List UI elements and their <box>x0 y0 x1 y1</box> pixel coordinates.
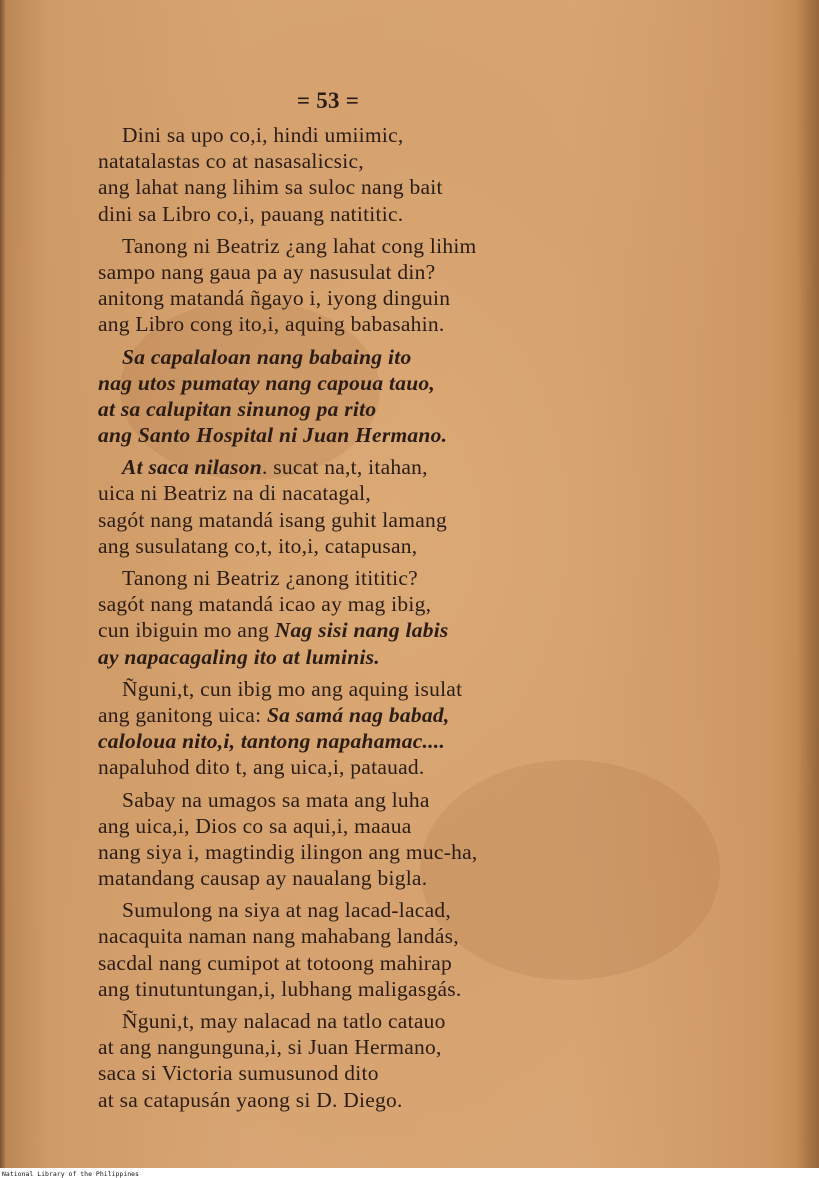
verse-line <box>98 702 618 728</box>
stanza-6 <box>98 676 618 781</box>
verse-line: saca si Victoria sumusunod dito <box>98 1061 379 1086</box>
verse-line: ang lahat nang lihim sa suloc nang bait <box>98 175 443 200</box>
library-credit: National Library of the Philippines <box>2 1170 139 1178</box>
stanza-7 <box>98 787 618 892</box>
verse-text: ang ganitong uica: <box>98 702 267 727</box>
stanza-3 <box>98 344 618 449</box>
stanza-2 <box>98 233 618 338</box>
verse-text: . sucat na,t, itahan, <box>261 455 428 480</box>
verse-line: dini sa Libro co,i, pauang natititic. <box>98 201 404 226</box>
verse-line: nag utos pumatay nang capoua tauo, <box>98 370 436 395</box>
verse-line: Dini sa upo co,i, hindi umiimic, <box>122 123 404 147</box>
verse-line: Tanong ni Beatriz ¿anong itititic? <box>122 566 418 590</box>
verse-italic: Nag sisi nang labis <box>274 618 449 643</box>
verse-line: Ñguni,t, may nalacad na tatlo catauo <box>122 1009 446 1033</box>
page-number: = 53 = <box>296 88 360 113</box>
verse-line: at ang nangunguna,i, si Juan Hermano, <box>98 1035 442 1060</box>
verse-line: sacdal nang cumipot at totoong mahirap <box>98 950 453 975</box>
verse-line: ay napacagaling ito at luminis. <box>98 644 380 669</box>
verse-line: Tanong ni Beatriz ¿ang lahat cong lihim <box>122 233 477 258</box>
verse-line: ang tinutuntungan,i, lubhang maligasgás. <box>98 976 462 1001</box>
stanza-5 <box>98 565 618 670</box>
verse-line: natatalastas co at nasasalicsic, <box>98 149 364 174</box>
verse-line: at sa catapusán yaong si D. Diego. <box>98 1087 403 1112</box>
verse-line: ang uica,i, Dios co sa aqui,i, maaua <box>98 813 412 838</box>
verse-line: Sa capalaloan nang babaing ito <box>122 344 412 369</box>
page-text <box>98 86 618 1113</box>
verse-line <box>98 617 618 643</box>
verse-line: uica ni Beatriz na di nacatagal, <box>98 481 372 506</box>
verse-line: anitong matandá ñgayo i, iyong dinguin <box>98 286 451 311</box>
stanza-4 <box>98 454 618 559</box>
verse-line: sampo nang gaua pa ay nasusulat din? <box>98 259 436 284</box>
verse-line: ang susulatang co,t, ito,i, catapusan, <box>98 533 418 558</box>
verse-line: Ñguni,t, cun ibig mo ang aquing isulat <box>122 676 463 701</box>
verse-line: nang siya i, magtindig ilingon ang muc-ha, <box>98 839 478 864</box>
verse-line: sagót nang matandá icao ay mag ibig, <box>98 592 432 617</box>
verse-italic: Sa samá nag babad, <box>266 702 450 727</box>
verse-line: ang Santo Hospital ni Juan Hermano. <box>98 423 448 448</box>
stanza-9 <box>98 1008 618 1113</box>
stanza-1 <box>98 122 618 227</box>
page-right-edge <box>797 0 819 1168</box>
page-left-edge <box>0 0 6 1168</box>
verse-line <box>98 454 618 480</box>
verse-line: ang Libro cong ito,i, aquing babasahin. <box>98 312 445 337</box>
verse-line: Sumulong na siya at nag lacad-lacad, <box>122 898 452 923</box>
verse-line: napaluhod dito t, ang uica,i, patauad. <box>98 755 425 780</box>
verse-line: nacaquita naman nang mahabang landás, <box>98 924 459 949</box>
verse-line: Sabay na umagos sa mata ang luha <box>122 787 430 812</box>
verse-text: cun ibiguin mo ang <box>98 618 275 643</box>
verse-line: sagót nang matandá isang guhit lamang <box>98 507 447 532</box>
verse-italic: At saca nilason <box>122 455 262 480</box>
verse-line: at sa calupitan sinunog pa rito <box>98 396 377 421</box>
stanza-8 <box>98 897 618 1002</box>
verse-line: matandang causap ay naualang bigla. <box>98 866 428 891</box>
verse-line: caloloua nito,i, tantong napahamac.... <box>98 729 445 754</box>
